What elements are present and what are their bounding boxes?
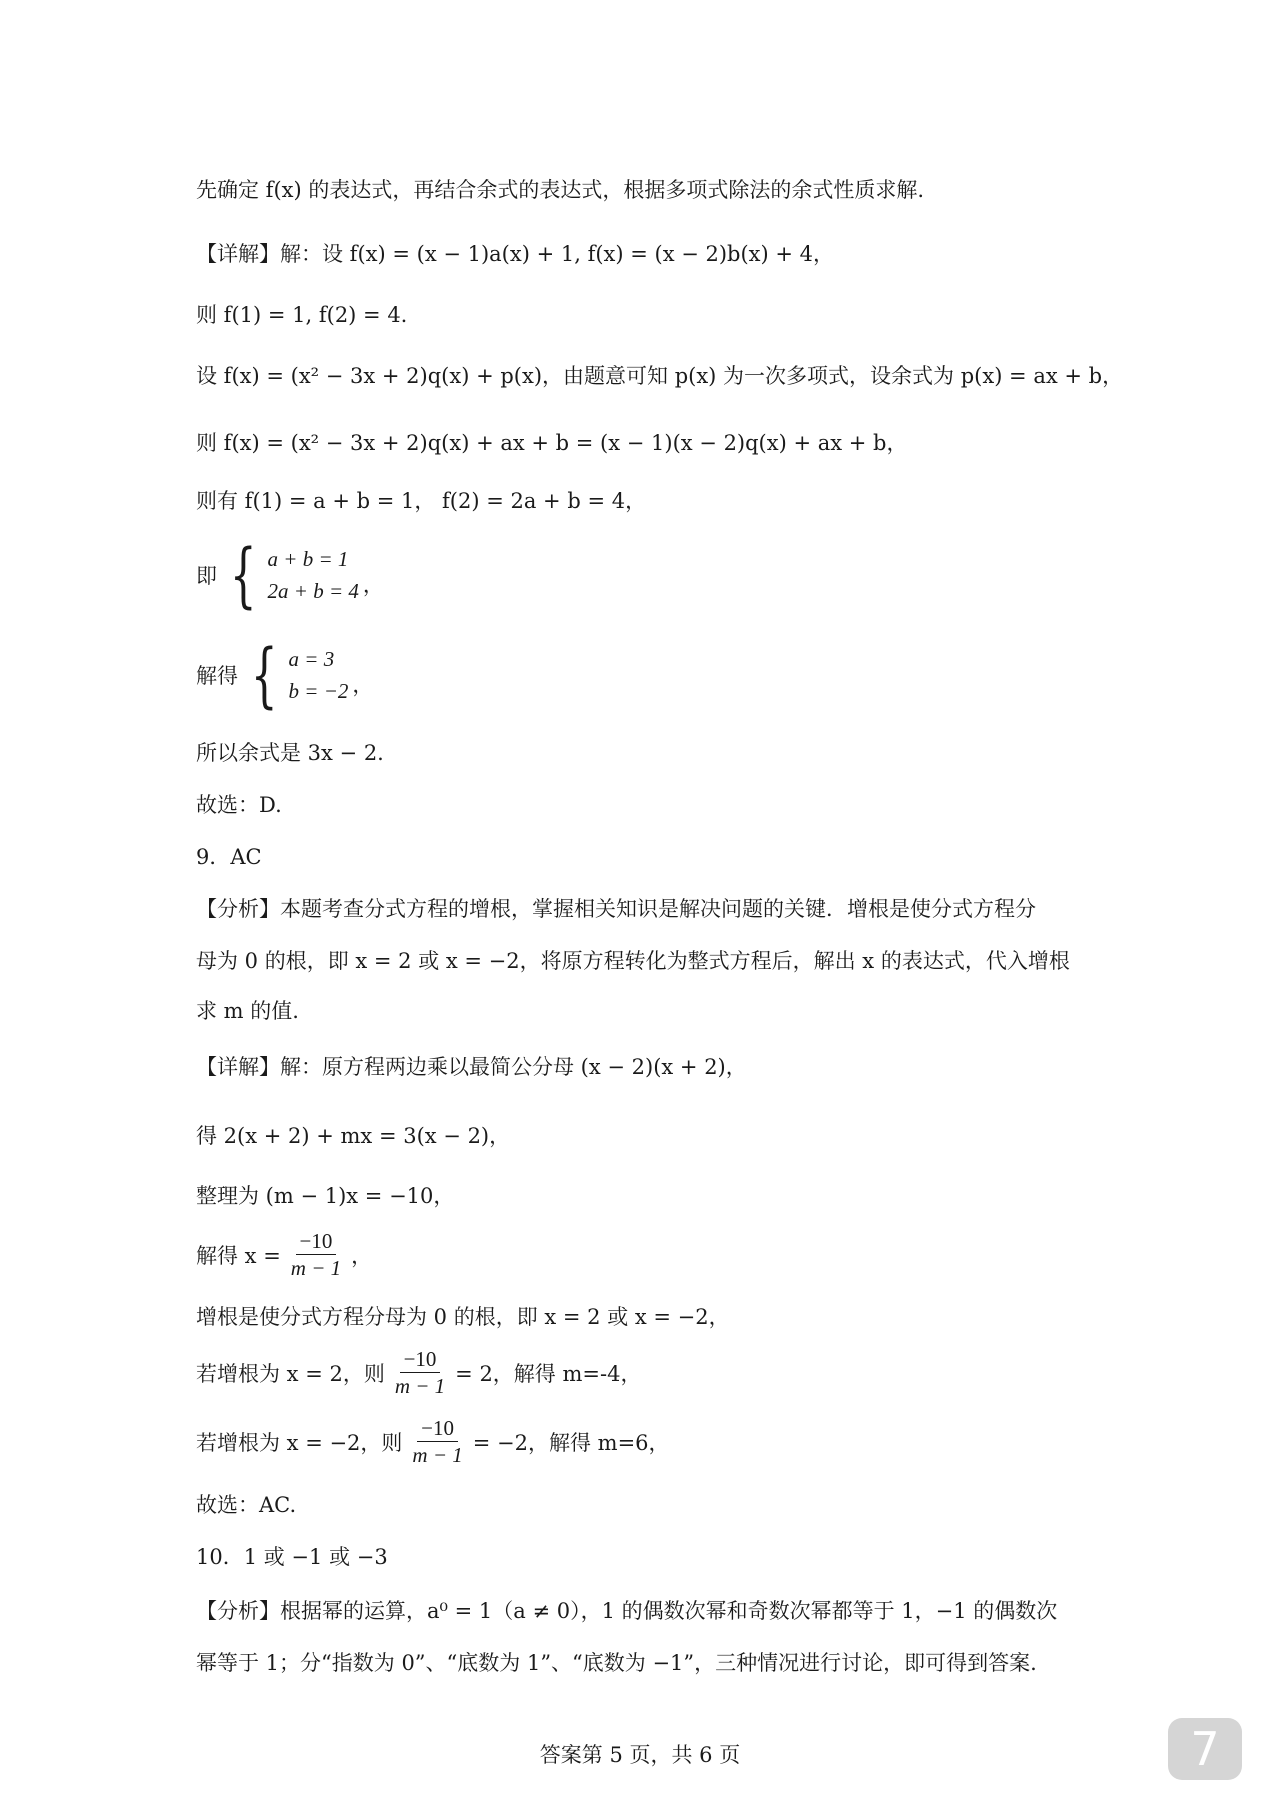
- text-line: 【分析】根据幂的运算，a⁰ = 1（a ≠ 0），1 的偶数次幂和奇数次幂都等于 1，−1 的偶数次: [196, 1599, 1058, 1623]
- fraction-denominator: m − 1: [412, 1443, 463, 1467]
- system-prefix: 解得: [196, 664, 238, 688]
- system-row: b = −2: [288, 679, 349, 703]
- line-tail: = 2，解得 m=-4，: [455, 1361, 642, 1386]
- question-10-answer: 10．1 或 −1 或 −3: [196, 1545, 388, 1569]
- fraction-numerator: −10: [417, 1415, 458, 1442]
- equation-system-solution: [196, 634, 374, 716]
- text-line: 得 2(x + 2) + mx = 3(x − 2)，: [196, 1124, 511, 1148]
- fraction-line: [196, 1346, 641, 1399]
- equation-system: [196, 534, 384, 616]
- text-line: 先确定 f(x) 的表达式，再结合余式的表达式，根据多项式除法的余式性质求解.: [196, 178, 925, 202]
- line-prefix: 解得 x =: [196, 1243, 281, 1268]
- fraction: [287, 1228, 345, 1281]
- line-tail: ，: [351, 1243, 373, 1268]
- text-line: 幂等于 1；分“指数为 0”、“底数为 1”、“底数为 −1”，三种情况进行讨论，即可得到答案.: [196, 1651, 1037, 1675]
- page-footer: 答案第 5 页，共 6 页: [539, 1743, 741, 1767]
- left-brace-icon: {: [229, 534, 257, 616]
- text-line: 【详解】解：设 f(x) = (x − 1)a(x) + 1, f(x) = (x − 2)b(x) + 4，: [196, 242, 835, 266]
- text-line: 故选：D.: [196, 793, 282, 817]
- line-tail: = −2，解得 m=6，: [472, 1430, 670, 1455]
- left-brace-icon: {: [250, 634, 278, 716]
- text-line: 母为 0 的根，即 x = 2 或 x = −2，将原方程转化为整式方程后，解出 x 的表达式，代入增根: [196, 949, 1070, 973]
- text-line: 所以余式是 3x − 2.: [196, 741, 384, 765]
- fraction-denominator: m − 1: [290, 1256, 342, 1280]
- text-line: 【分析】本题考查分式方程的增根，掌握相关知识是解决问题的关键．增根是使分式方程分: [196, 897, 1036, 921]
- line-prefix: 若增根为 x = 2，则: [196, 1361, 385, 1386]
- text-line: 整理为 (m − 1)x = −10，: [196, 1184, 455, 1208]
- system-row: a = 3: [288, 647, 335, 671]
- text-line: 则 f(x) = (x² − 3x + 2)q(x) + ax + b = (x − 1)(x − 2)q(x) + ax + b，: [196, 431, 908, 455]
- question-9-answer: 9．AC: [196, 845, 262, 869]
- fraction: [391, 1346, 449, 1399]
- text-line: 增根是使分式方程分母为 0 的根，即 x = 2 或 x = −2，: [196, 1305, 730, 1329]
- line-prefix: 若增根为 x = −2，则: [196, 1430, 403, 1455]
- text-line: 故选：AC.: [196, 1493, 297, 1517]
- fraction-numerator: −10: [400, 1346, 441, 1373]
- system-row: 2a + b = 4: [267, 579, 359, 603]
- fraction-line: [196, 1228, 372, 1281]
- page-number-badge[interactable]: 7: [1168, 1718, 1242, 1780]
- fraction-numerator: −10: [296, 1228, 337, 1255]
- text-line: 设 f(x) = (x² − 3x + 2)q(x) + p(x)，由题意可知 p(x) 为一次多项式，设余式为 p(x) = ax + b，: [196, 364, 1124, 388]
- fraction-denominator: m − 1: [394, 1374, 446, 1398]
- system-row: a + b = 1: [267, 547, 349, 571]
- text-line: 求 m 的值.: [196, 999, 299, 1023]
- fraction-line: [196, 1415, 670, 1468]
- text-line: 则有 f(1) = a + b = 1， f(2) = 2a + b = 4，: [196, 489, 647, 513]
- fraction: [408, 1415, 466, 1468]
- text-line: 【详解】解：原方程两边乘以最简公分母 (x − 2)(x + 2)，: [196, 1055, 747, 1079]
- system-prefix: 即: [196, 564, 217, 588]
- text-line: 则 f(1) = 1, f(2) = 4.: [196, 303, 408, 327]
- system-tail: ，: [362, 573, 384, 597]
- system-tail: ，: [352, 673, 374, 697]
